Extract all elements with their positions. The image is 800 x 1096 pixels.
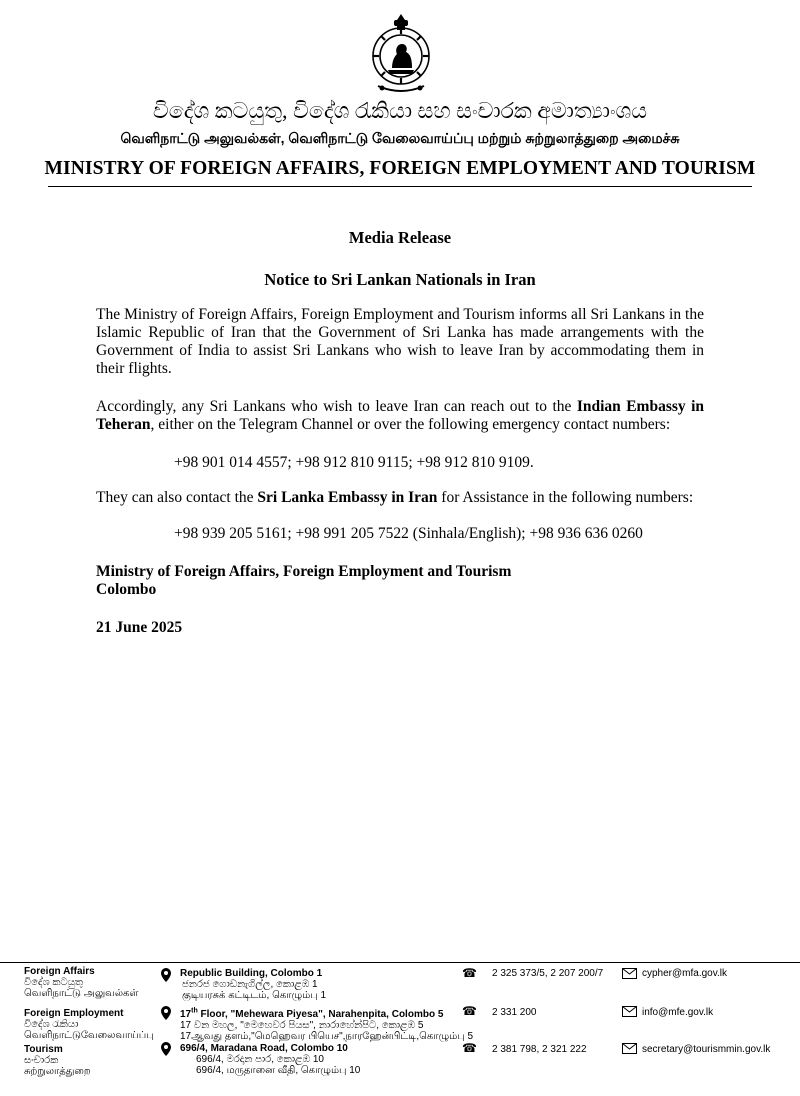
- dept-name-en: Foreign Affairs: [24, 966, 95, 977]
- media-release-label: Media Release: [348, 228, 452, 247]
- footer-address-foreign-employment: [180, 1006, 473, 1042]
- footer-phone-tourism: 2 381 798, 2 321 222: [492, 1044, 587, 1055]
- telephone-icon: ☎: [462, 1041, 477, 1055]
- footer-address-tourism: [180, 1043, 360, 1076]
- footer-address-foreign-affairs: [180, 968, 326, 1001]
- address-ta: குடியரசுக் கட்டிடம், கொழும்பு 1: [182, 990, 327, 1001]
- dept-name-si: විදේශ රැකියා: [24, 1019, 79, 1030]
- ministry-name-english: MINISTRY OF FOREIGN AFFAIRS, FOREIGN EMPLOYMENT AND TOURISM: [44, 158, 756, 179]
- envelope-icon: [622, 1006, 637, 1017]
- srilanka-embassy-phone-numbers: +98 939 205 5161; +98 991 205 7522 (Sinhala/English); +98 936 636 0260: [174, 525, 643, 542]
- signatory-ministry: Ministry of Foreign Affairs, Foreign Employment and Tourism: [96, 563, 512, 580]
- location-pin-icon: [160, 1006, 172, 1020]
- footer-dept-tourism: [24, 1044, 91, 1077]
- paragraph-srilanka-embassy: [96, 489, 704, 507]
- envelope-icon: [622, 1043, 637, 1054]
- release-title: Notice to Sri Lankan Nationals in Iran: [264, 270, 536, 289]
- sri-lanka-emblem: [364, 12, 438, 96]
- telephone-icon: ☎: [462, 1004, 477, 1018]
- footer-divider: [0, 962, 800, 963]
- location-pin-icon: [160, 968, 172, 982]
- footer-dept-foreign-employment: [24, 1008, 154, 1041]
- indian-embassy-phone-numbers: +98 901 014 4557; +98 912 810 9115; +98 912 810 9109.: [174, 454, 534, 471]
- address-en: Republic Building, Colombo 1: [180, 968, 323, 979]
- signatory-city: Colombo: [96, 581, 157, 598]
- envelope-icon: [622, 968, 637, 979]
- address-en: 696/4, Maradana Road, Colombo 10: [180, 1043, 348, 1054]
- footer-email-foreign-affairs[interactable]: cypher@mfa.gov.lk: [642, 968, 727, 979]
- footer-phone-foreign-affairs: 2 325 373/5, 2 207 200/7: [492, 968, 604, 979]
- indian-embassy-name: Indian Embassy in Teheran: [96, 398, 704, 433]
- dept-name-ta: சுற்றுலாத்துறை: [24, 1066, 91, 1077]
- address-si: 17 වන මහල, "මෙහෙවර පියස", නාරාහේන්පිට, කොළඹ 5: [180, 1020, 424, 1032]
- dept-name-ta: வெளிநாட்டு அலுவல்கள்: [24, 988, 139, 999]
- address-en-ordinal: th: [191, 1008, 198, 1015]
- paragraph-arrangements: The Ministry of Foreign Affairs, Foreign Employment and Tourism informs all Sri Lankans in the Islamic Republic of Iran that the Government of Sri Lanka has made arrangements with the Government of India to assist Sri Lankans who wish to leave Iran by accommodating them in their flights.: [96, 306, 704, 377]
- paragraph-text: for Assistance in the following numbers:: [437, 489, 694, 506]
- telephone-icon: ☎: [462, 966, 477, 980]
- header-divider: [48, 186, 752, 187]
- dept-name-en: Tourism: [24, 1044, 63, 1055]
- address-en: Floor, "Mehewara Piyesa", Narahenpita, Colombo 5: [197, 1009, 444, 1021]
- paragraph-text: , either on the Telegram Channel or over the following emergency contact numbers:: [150, 416, 671, 433]
- address-si: ජනරජ ගොඩනැගිල්ල, කොළඹ 1: [182, 979, 318, 990]
- location-pin-icon: [160, 1042, 172, 1056]
- paragraph-text: Accordingly, any Sri Lankans who wish to leave Iran can reach out to the: [96, 398, 577, 415]
- paragraph-indian-embassy: [96, 398, 704, 434]
- footer-email-foreign-employment[interactable]: info@mfe.gov.lk: [642, 1007, 714, 1018]
- dept-name-en: Foreign Employment: [24, 1008, 124, 1019]
- address-en-floor: 17: [180, 1009, 192, 1021]
- ministry-name-tamil: வெளிநாட்டு அலுவல்கள், வெளிநாட்டு வேலைவாய்ப்பு மற்றும் சுற்றுலாத்துறை அமைச்சு: [120, 130, 680, 146]
- footer-phone-foreign-employment: 2 331 200: [492, 1007, 537, 1018]
- address-si: 696/4, මරදාන පාර, කොළඹ 10: [196, 1054, 324, 1065]
- dept-name-si: සංචාරක: [24, 1055, 59, 1066]
- footer-email-tourism[interactable]: secretary@tourismmin.gov.lk: [642, 1044, 771, 1055]
- paragraph-text: They can also contact the: [96, 489, 258, 506]
- srilanka-embassy-name: Sri Lanka Embassy in Iran: [257, 489, 438, 506]
- dept-name-ta: வெளிநாட்டுவேலைவாய்ப்பு: [24, 1030, 154, 1041]
- address-ta: 17ஆவது தளம்,"மெஹெவர பியெச",நாரஹேன்பிட்டி,கொழும்பு 5: [180, 1031, 474, 1043]
- footer-dept-foreign-affairs: [24, 966, 138, 999]
- release-date: 21 June 2025: [96, 619, 183, 636]
- ministry-name-sinhala: විදේශ කටයුතු, විදේශ රැකියා සහ සංචාරක අමාත්‍යාංශය: [152, 98, 648, 123]
- address-ta: 696/4, மருதானை வீதி, கொழும்பு 10: [196, 1065, 361, 1076]
- dept-name-si: විදේශ කටයුතු: [24, 977, 83, 988]
